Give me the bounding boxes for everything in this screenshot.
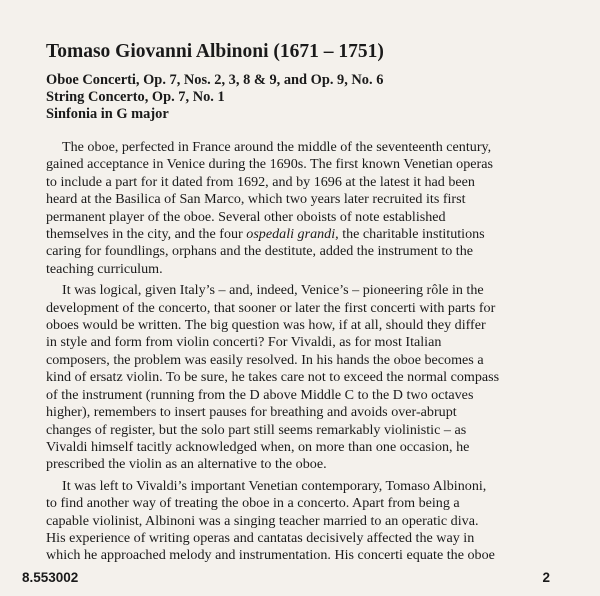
text-line: of the instrument (running from the D above Middle C to the D two octaves — [46, 386, 474, 403]
text-line: It was logical, given Italy’s – and, indeed, Venice’s – pioneering rôle in the — [62, 282, 484, 299]
catalogue-number: 8.553002 — [22, 570, 79, 585]
work-title: Oboe Concerti, Op. 7, Nos. 2, 3, 8 & 9, and Op. 9, No. 6 — [46, 72, 384, 88]
work-list — [46, 72, 566, 123]
page-title: Tomaso Giovanni Albinoni (1671 – 1751) — [46, 41, 384, 62]
text-line: to find another way of treating the oboe in a concerto. Apart from being a — [46, 495, 460, 512]
text-line: It was left to Vivaldi’s important Venetian contemporary, Tomaso Albinoni, — [62, 477, 487, 494]
text-line: heard at the Basilica of San Marco, which two years later recruited its first — [46, 191, 466, 208]
paragraph-1 — [46, 139, 560, 278]
text-line: teaching curriculum. — [46, 260, 163, 277]
work-title: Sinfonia in G major — [46, 106, 169, 122]
text-line: changes of register, but the solo part still seems remarkably violinistic – as — [46, 421, 467, 438]
text-line: permanent player of the oboe. Several other oboists of note established — [46, 208, 446, 225]
text-line: oboes would be written. The big question was how, if at all, should they differ — [46, 317, 486, 334]
text-line: capable violinist, Albinoni was a singing teacher married to an operatic diva. — [46, 512, 479, 529]
paragraph-3 — [46, 478, 560, 565]
text-line: higher), remembers to insert pauses for breathing and avoids over-abrupt — [46, 404, 457, 421]
work-title: String Concerto, Op. 7, No. 1 — [46, 89, 225, 105]
paragraph-2 — [46, 282, 560, 473]
text-line: themselves in the city, and the four ospedali grandi, the charitable institutions — [46, 226, 485, 243]
body-text — [46, 139, 560, 569]
text-line: gained acceptance in Venice during the 1690s. The first known Venetian operas — [46, 156, 493, 173]
italic-term: ospedali grandi — [246, 226, 336, 243]
text-line: to include a part for it dated from 1692, and by 1696 at the latest it had been — [46, 173, 475, 190]
text-line: His experience of writing operas and cantatas decisively affected the way in — [46, 529, 475, 546]
text-line: caring for foundlings, orphans and the destitute, added the instrument to the — [46, 243, 474, 260]
text-line: prescribed the violin as an alternative to the oboe. — [46, 456, 327, 473]
text-line: The oboe, perfected in France around the middle of the seventeenth century, — [62, 139, 492, 155]
text-line: composers, the problem was easily resolved. In his hands the oboe becomes a — [46, 351, 484, 368]
page-number: 2 — [542, 570, 550, 585]
text-line: in style and form from violin concerti? For Vivaldi, as for most Italian — [46, 334, 442, 351]
text-line: Vivaldi himself tacitly acknowledged when, on more than one occasion, he — [46, 438, 470, 455]
text-line: kind of ersatz violin. To be sure, he takes care not to exceed the normal compass — [46, 369, 500, 386]
text-line: which he approached melody and instrumentation. His concerti equate the oboe — [46, 547, 495, 564]
text-line: development of the concerto, that sooner or later the first concerti with parts for — [46, 299, 496, 316]
